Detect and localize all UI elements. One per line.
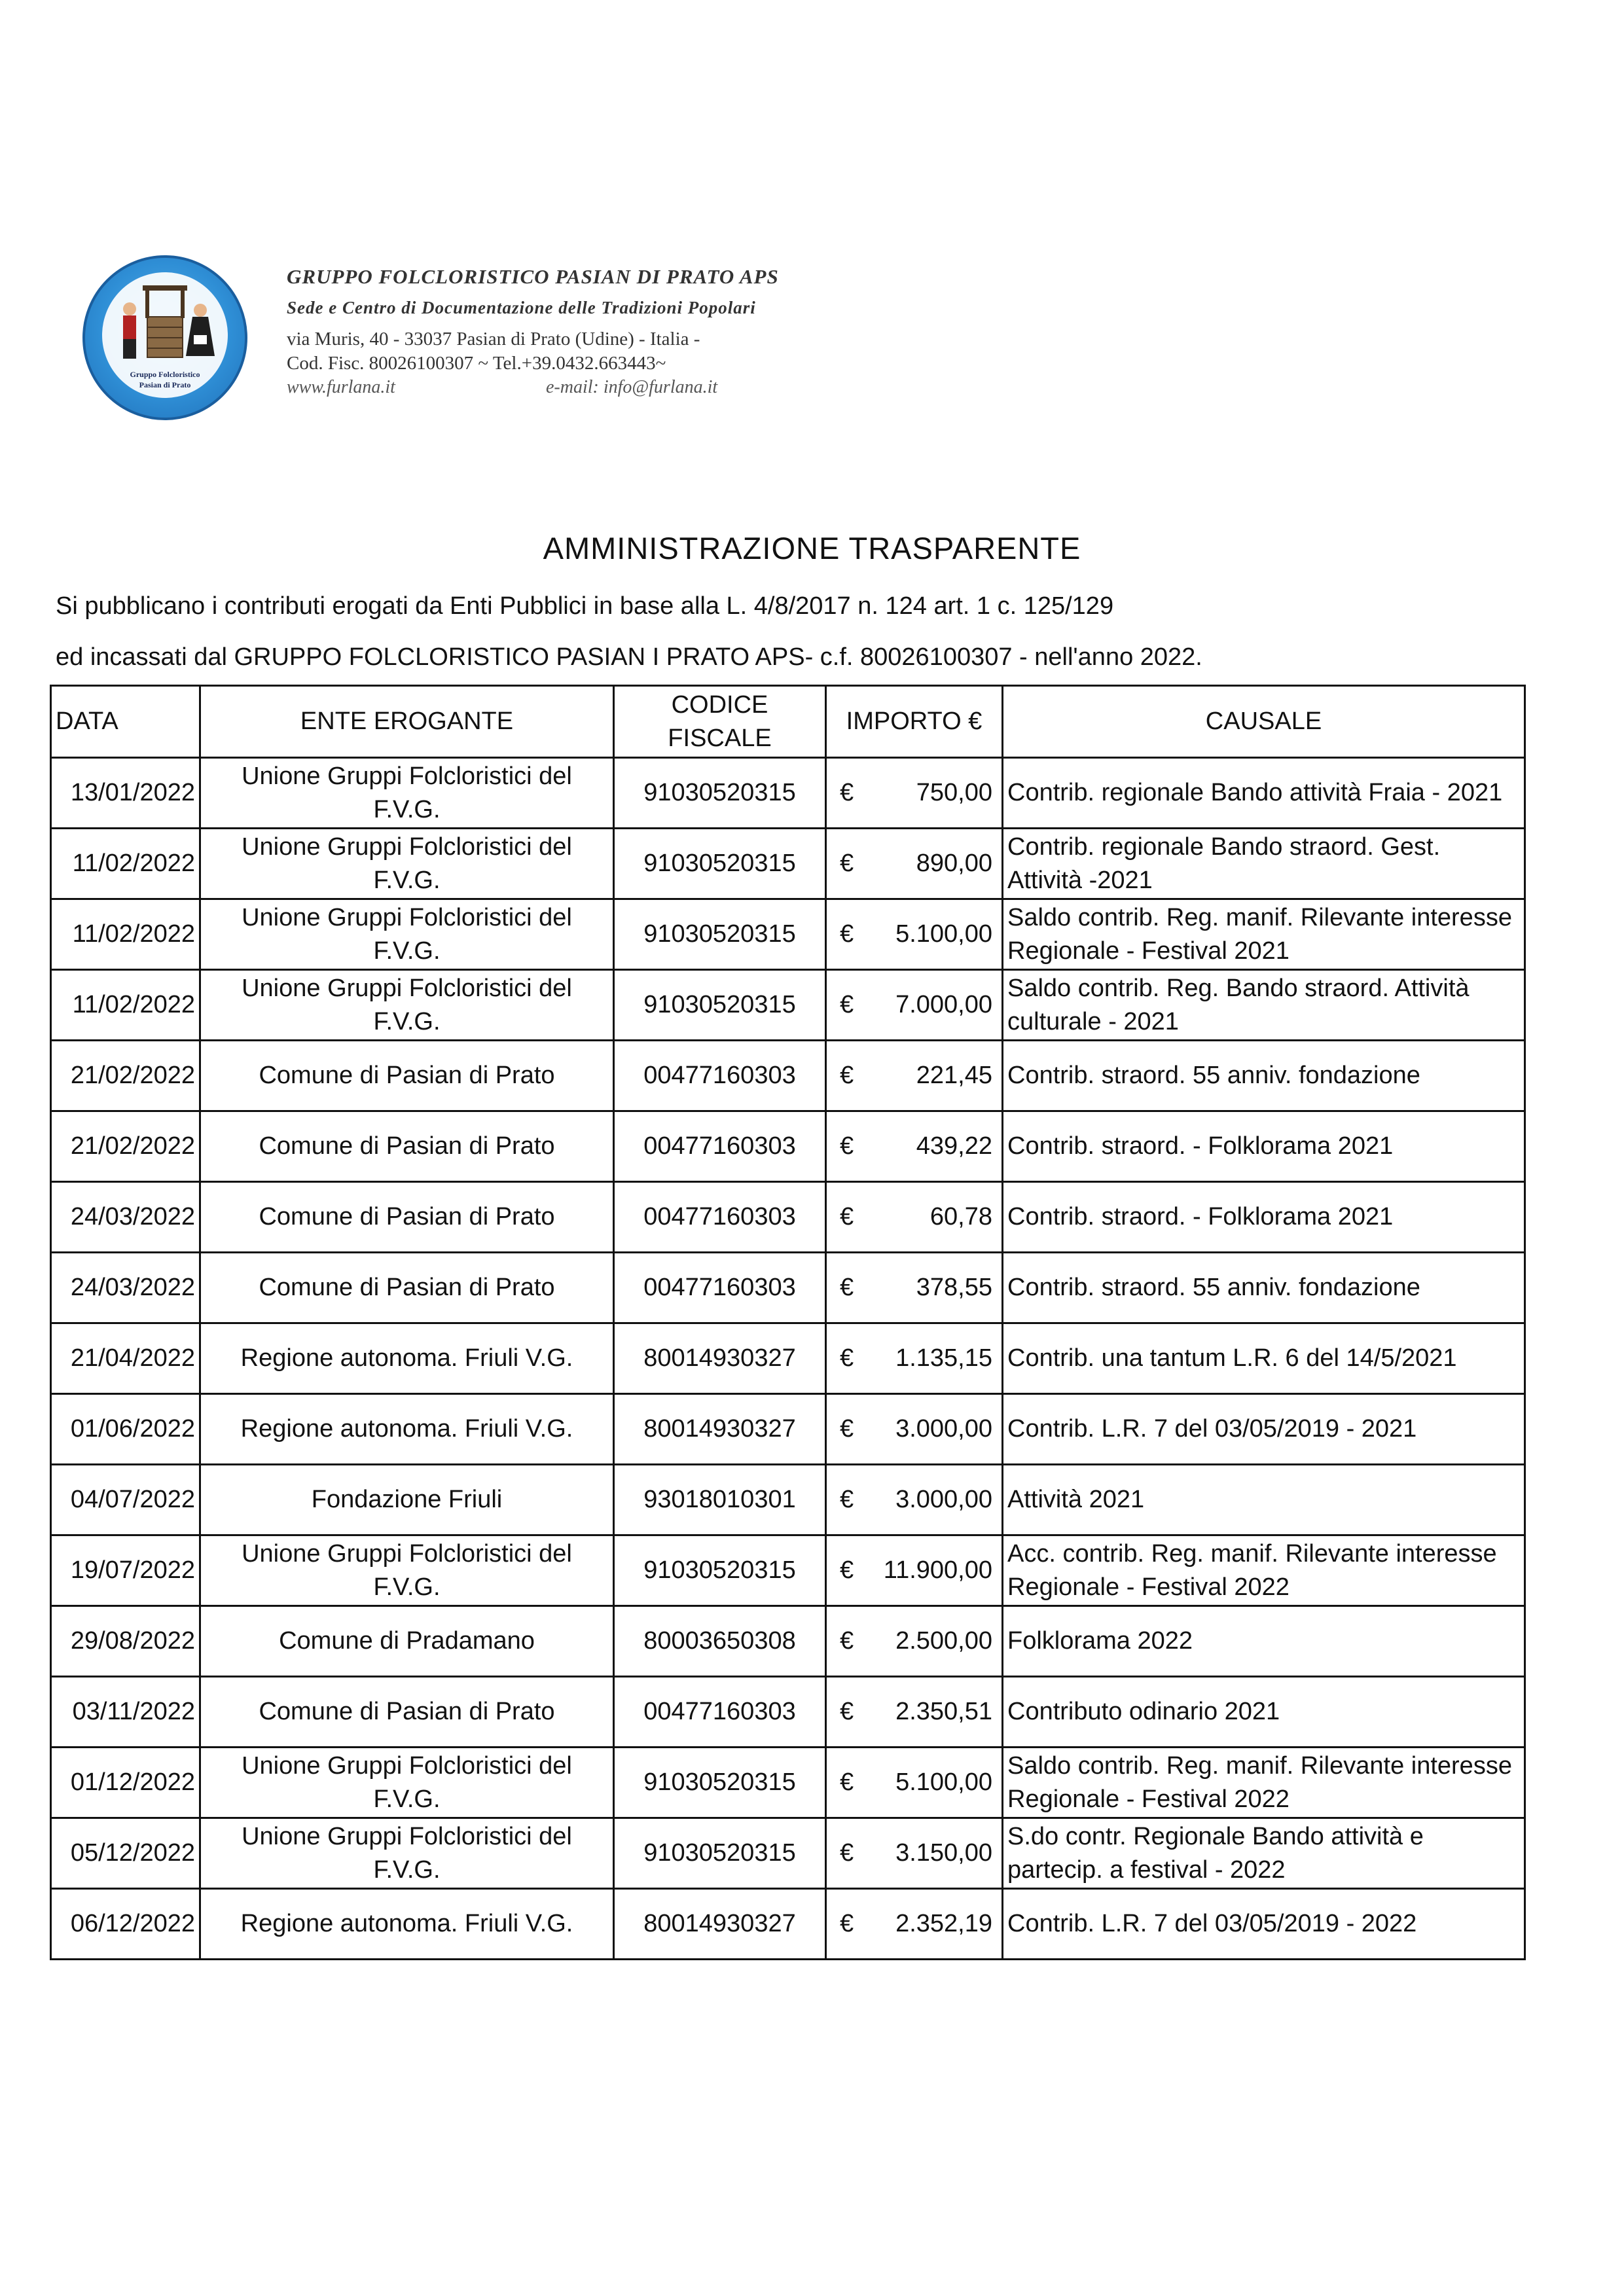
amount-value: 890,00	[916, 850, 992, 878]
currency-symbol: €	[840, 1910, 854, 1938]
cell-data: 01/06/2022	[51, 1394, 200, 1465]
cell-codice-fiscale: 80014930327	[614, 1394, 826, 1465]
cell-data: 21/02/2022	[51, 1111, 200, 1182]
table-body	[51, 758, 1525, 1960]
cell-importo	[826, 1111, 1003, 1182]
cell-importo	[826, 1465, 1003, 1535]
header-data: DATA	[51, 686, 200, 758]
cell-codice-fiscale: 93018010301	[614, 1465, 826, 1535]
cell-importo	[826, 1394, 1003, 1465]
table-row	[51, 1889, 1525, 1960]
cell-causale: Contrib. L.R. 7 del 03/05/2019 - 2021	[1003, 1394, 1525, 1465]
cell-importo	[826, 1677, 1003, 1748]
cell-causale: Saldo contrib. Reg. manif. Rilevante interesse Regionale - Festival 2021	[1003, 899, 1525, 970]
currency-symbol: €	[840, 920, 854, 948]
cell-ente: Comune di Pasian di Prato	[200, 1677, 614, 1748]
cell-importo	[826, 758, 1003, 829]
table-row	[51, 1323, 1525, 1394]
cell-codice-fiscale: 91030520315	[614, 899, 826, 970]
table-row	[51, 970, 1525, 1041]
org-name: GRUPPO FOLCLORISTICO PASIAN DI PRATO APS	[287, 265, 779, 288]
cell-importo	[826, 1535, 1003, 1606]
cell-codice-fiscale: 91030520315	[614, 829, 826, 899]
amount-value: 1.135,15	[895, 1344, 992, 1372]
cell-causale: S.do contr. Regionale Bando attività e partecip. a festival - 2022	[1003, 1818, 1525, 1889]
cell-ente: Comune di Pasian di Prato	[200, 1111, 614, 1182]
cell-ente: Unione Gruppi Folcloristici del F.V.G.	[200, 829, 614, 899]
table-row	[51, 1111, 1525, 1182]
amount-value: 378,55	[916, 1274, 992, 1302]
currency-symbol: €	[840, 1556, 854, 1585]
table-row	[51, 829, 1525, 899]
currency-symbol: €	[840, 1132, 854, 1160]
currency-symbol: €	[840, 1344, 854, 1372]
cell-ente: Unione Gruppi Folcloristici del F.V.G.	[200, 1818, 614, 1889]
org-address: via Muris, 40 - 33037 Pasian di Prato (Udine) - Italia -	[287, 329, 700, 350]
cell-codice-fiscale: 91030520315	[614, 1748, 826, 1818]
table-header-row	[51, 686, 1525, 758]
cell-importo	[826, 1323, 1003, 1394]
cell-ente: Unione Gruppi Folcloristici del F.V.G.	[200, 758, 614, 829]
intro-text-2: ed incassati dal GRUPPO FOLCLORISTICO PASIAN I PRATO APS- c.f. 80026100307 - nell'anno 2022.	[56, 643, 1202, 671]
cell-causale: Attività 2021	[1003, 1465, 1525, 1535]
currency-symbol: €	[840, 1274, 854, 1302]
cell-causale: Contrib. straord. 55 anniv. fondazione	[1003, 1253, 1525, 1323]
cell-codice-fiscale: 00477160303	[614, 1111, 826, 1182]
cell-importo	[826, 899, 1003, 970]
cell-data: 05/12/2022	[51, 1818, 200, 1889]
cell-codice-fiscale: 80014930327	[614, 1889, 826, 1960]
cell-causale: Folklorama 2022	[1003, 1606, 1525, 1677]
cell-causale: Contrib. regionale Bando attività Fraia - 2021	[1003, 758, 1525, 829]
amount-value: 3.150,00	[895, 1839, 992, 1867]
cell-data: 21/04/2022	[51, 1323, 200, 1394]
cell-data: 06/12/2022	[51, 1889, 200, 1960]
cell-codice-fiscale: 80003650308	[614, 1606, 826, 1677]
cell-data: 11/02/2022	[51, 970, 200, 1041]
website-link[interactable]: www.furlana.it	[287, 377, 395, 397]
amount-value: 3.000,00	[895, 1486, 992, 1514]
currency-symbol: €	[840, 779, 854, 807]
cell-causale: Contrib. straord. 55 anniv. fondazione	[1003, 1041, 1525, 1111]
amount-value: 11.900,00	[883, 1556, 992, 1585]
currency-symbol: €	[840, 1627, 854, 1655]
cell-ente: Comune di Pradamano	[200, 1606, 614, 1677]
table-row	[51, 1041, 1525, 1111]
table-row	[51, 1818, 1525, 1889]
contributions-table	[50, 685, 1526, 1960]
table-row	[51, 1748, 1525, 1818]
cell-importo	[826, 829, 1003, 899]
cell-data: 24/03/2022	[51, 1253, 200, 1323]
amount-value: 60,78	[929, 1203, 992, 1231]
table-row	[51, 1606, 1525, 1677]
cell-importo	[826, 1606, 1003, 1677]
cell-causale: Saldo contrib. Reg. manif. Rilevante interesse Regionale - Festival 2022	[1003, 1748, 1525, 1818]
cell-causale: Contrib. regionale Bando straord. Gest. Attività -2021	[1003, 829, 1525, 899]
cell-ente: Regione autonoma. Friuli V.G.	[200, 1889, 614, 1960]
cell-data: 19/07/2022	[51, 1535, 200, 1606]
org-subtitle: Sede e Centro di Documentazione delle Tradizioni Popolari	[287, 298, 756, 317]
cell-codice-fiscale: 91030520315	[614, 970, 826, 1041]
cell-causale: Contributo odinario 2021	[1003, 1677, 1525, 1748]
cell-importo	[826, 1041, 1003, 1111]
amount-value: 5.100,00	[895, 920, 992, 948]
currency-symbol: €	[840, 1203, 854, 1231]
table-row	[51, 1465, 1525, 1535]
cell-causale: Contrib. L.R. 7 del 03/05/2019 - 2022	[1003, 1889, 1525, 1960]
currency-symbol: €	[840, 1062, 854, 1090]
table-row	[51, 1253, 1525, 1323]
cell-importo	[826, 1253, 1003, 1323]
currency-symbol: €	[840, 1415, 854, 1443]
header-importo: IMPORTO €	[826, 686, 1003, 758]
cell-data: 11/02/2022	[51, 829, 200, 899]
logo-caption-1: Gruppo Folcloristico	[130, 370, 200, 379]
cell-causale: Acc. contrib. Reg. manif. Rilevante interesse Regionale - Festival 2022	[1003, 1535, 1525, 1606]
cell-codice-fiscale: 00477160303	[614, 1677, 826, 1748]
cell-codice-fiscale: 91030520315	[614, 1535, 826, 1606]
table-row	[51, 1394, 1525, 1465]
cell-ente: Regione autonoma. Friuli V.G.	[200, 1323, 614, 1394]
cell-data: 21/02/2022	[51, 1041, 200, 1111]
amount-value: 5.100,00	[895, 1768, 992, 1797]
cell-codice-fiscale: 00477160303	[614, 1253, 826, 1323]
amount-value: 439,22	[916, 1132, 992, 1160]
cell-data: 03/11/2022	[51, 1677, 200, 1748]
folk-dancers-emblem	[85, 258, 245, 418]
currency-symbol: €	[840, 991, 854, 1019]
cell-codice-fiscale: 00477160303	[614, 1041, 826, 1111]
cell-codice-fiscale: 00477160303	[614, 1182, 826, 1253]
amount-value: 7.000,00	[895, 991, 992, 1019]
cell-ente: Unione Gruppi Folcloristici del F.V.G.	[200, 970, 614, 1041]
cell-data: 11/02/2022	[51, 899, 200, 970]
cell-data: 13/01/2022	[51, 758, 200, 829]
currency-symbol: €	[840, 1839, 854, 1867]
table-row	[51, 1535, 1525, 1606]
cell-causale: Contrib. una tantum L.R. 6 del 14/5/2021	[1003, 1323, 1525, 1394]
cell-data: 01/12/2022	[51, 1748, 200, 1818]
table-row	[51, 1677, 1525, 1748]
cell-data: 24/03/2022	[51, 1182, 200, 1253]
cell-ente: Unione Gruppi Folcloristici del F.V.G.	[200, 1748, 614, 1818]
table-row	[51, 1182, 1525, 1253]
amount-value: 3.000,00	[895, 1415, 992, 1443]
letterhead	[287, 265, 779, 398]
amount-value: 2.350,51	[895, 1698, 992, 1726]
cell-codice-fiscale: 91030520315	[614, 758, 826, 829]
amount-value: 2.352,19	[895, 1910, 992, 1938]
currency-symbol: €	[840, 1698, 854, 1726]
cell-codice-fiscale: 80014930327	[614, 1323, 826, 1394]
header-ente: ENTE EROGANTE	[200, 686, 614, 758]
cell-codice-fiscale: 91030520315	[614, 1818, 826, 1889]
page-title: AMMINISTRAZIONE TRASPARENTE	[543, 531, 1081, 565]
cell-importo	[826, 1818, 1003, 1889]
cell-ente: Comune di Pasian di Prato	[200, 1041, 614, 1111]
cell-causale: Saldo contrib. Reg. Bando straord. Attività culturale - 2021	[1003, 970, 1525, 1041]
cell-ente: Regione autonoma. Friuli V.G.	[200, 1394, 614, 1465]
cell-ente: Comune di Pasian di Prato	[200, 1182, 614, 1253]
logo-caption-2: Pasian di Prato	[139, 380, 191, 389]
cell-ente: Unione Gruppi Folcloristici del F.V.G.	[200, 1535, 614, 1606]
cell-importo	[826, 1889, 1003, 1960]
org-fiscal-code: Cod. Fisc. 80026100307 ~ Tel.+39.0432.663443~	[287, 353, 666, 374]
cell-ente: Fondazione Friuli	[200, 1465, 614, 1535]
cell-causale: Contrib. straord. - Folklorama 2021	[1003, 1182, 1525, 1253]
email-link[interactable]: e-mail: info@furlana.it	[545, 377, 718, 397]
cell-causale: Contrib. straord. - Folklorama 2021	[1003, 1111, 1525, 1182]
header-codice-fiscale: CODICE FISCALE	[614, 686, 826, 758]
table-row	[51, 758, 1525, 829]
header-causale: CAUSALE	[1003, 686, 1525, 758]
currency-symbol: €	[840, 1768, 854, 1797]
amount-value: 750,00	[916, 779, 992, 807]
currency-symbol: €	[840, 850, 854, 878]
intro-text-1: Si pubblicano i contributi erogati da Enti Pubblici in base alla L. 4/8/2017 n. 124 art. 1 c. 125/129	[56, 592, 1114, 620]
cell-data: 04/07/2022	[51, 1465, 200, 1535]
amount-value: 221,45	[916, 1062, 992, 1090]
cell-importo	[826, 1748, 1003, 1818]
currency-symbol: €	[840, 1486, 854, 1514]
amount-value: 2.500,00	[895, 1627, 992, 1655]
cell-data: 29/08/2022	[51, 1606, 200, 1677]
organization-logo	[82, 255, 247, 420]
cell-importo	[826, 970, 1003, 1041]
table-row	[51, 899, 1525, 970]
cell-importo	[826, 1182, 1003, 1253]
cell-ente: Comune di Pasian di Prato	[200, 1253, 614, 1323]
cell-ente: Unione Gruppi Folcloristici del F.V.G.	[200, 899, 614, 970]
